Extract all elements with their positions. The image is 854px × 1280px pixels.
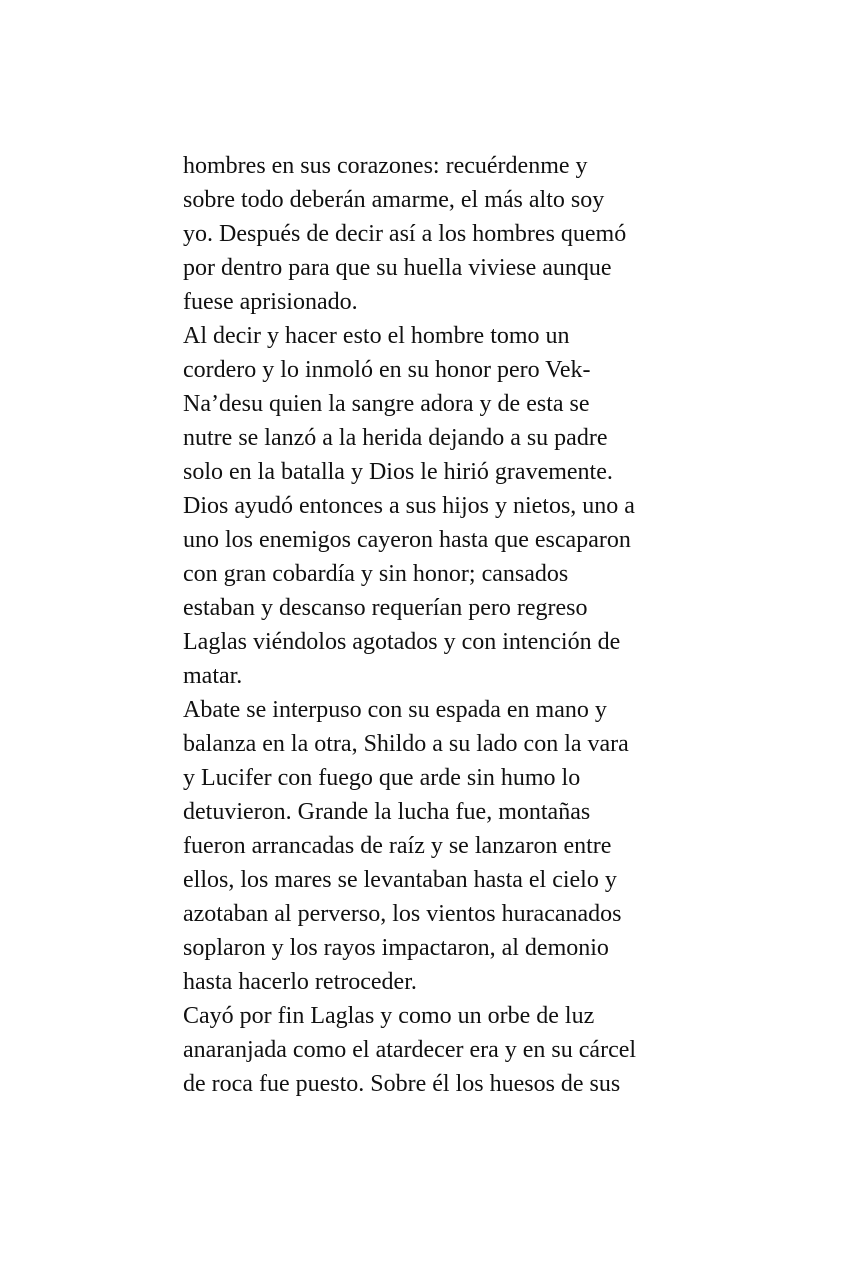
text-line: azotaban al perverso, los vientos huracanados — [183, 901, 622, 927]
text-line: cordero y lo inmoló en su honor pero Vek- — [183, 357, 591, 383]
text-line: y Lucifer con fuego que arde sin humo lo — [183, 765, 581, 791]
text-line: con gran cobardía y sin honor; cansados — [183, 561, 569, 587]
text-line: solo en la batalla y Dios le hirió gravemente. — [183, 459, 613, 485]
text-line: yo. Después de decir así a los hombres quemó — [183, 221, 627, 247]
text-line: nutre se lanzó a la herida dejando a su padre — [183, 425, 608, 451]
text-line: Dios ayudó entonces a sus hijos y nietos, uno a — [183, 493, 635, 519]
text-line: de roca fue puesto. Sobre él los huesos de sus — [183, 1071, 621, 1097]
text-line: estaban y descanso requerían pero regreso — [183, 595, 588, 621]
text-line: sobre todo deberán amarme, el más alto soy — [183, 187, 605, 213]
text-line: por dentro para que su huella viviese aunque — [183, 255, 612, 281]
text-line: balanza en la otra, Shildo a su lado con la vara — [183, 731, 629, 757]
text-line: Laglas viéndolos agotados y con intención de — [183, 629, 621, 655]
text-line: soplaron y los rayos impactaron, al demonio — [183, 935, 609, 961]
text-line: ellos, los mares se levantaban hasta el cielo y — [183, 867, 617, 893]
text-line: fueron arrancadas de raíz y se lanzaron entre — [183, 833, 612, 859]
text-line: matar. — [183, 663, 243, 689]
text-line: Cayó por fin Laglas y como un orbe de luz — [183, 1003, 595, 1029]
text-line: hombres en sus corazones: recuérdenme y — [183, 153, 588, 179]
text-line: uno los enemigos cayeron hasta que escaparon — [183, 527, 631, 553]
body-text — [183, 149, 683, 1101]
text-line: detuvieron. Grande la lucha fue, montañas — [183, 799, 591, 825]
text-line: hasta hacerlo retroceder. — [183, 969, 417, 995]
text-line: Abate se interpuso con su espada en mano y — [183, 697, 607, 723]
text-line: fuese aprisionado. — [183, 289, 358, 315]
text-line: Na’desu quien la sangre adora y de esta se — [183, 391, 590, 417]
text-line: Al decir y hacer esto el hombre tomo un — [183, 323, 570, 349]
text-line: anaranjada como el atardecer era y en su cárcel — [183, 1037, 637, 1063]
